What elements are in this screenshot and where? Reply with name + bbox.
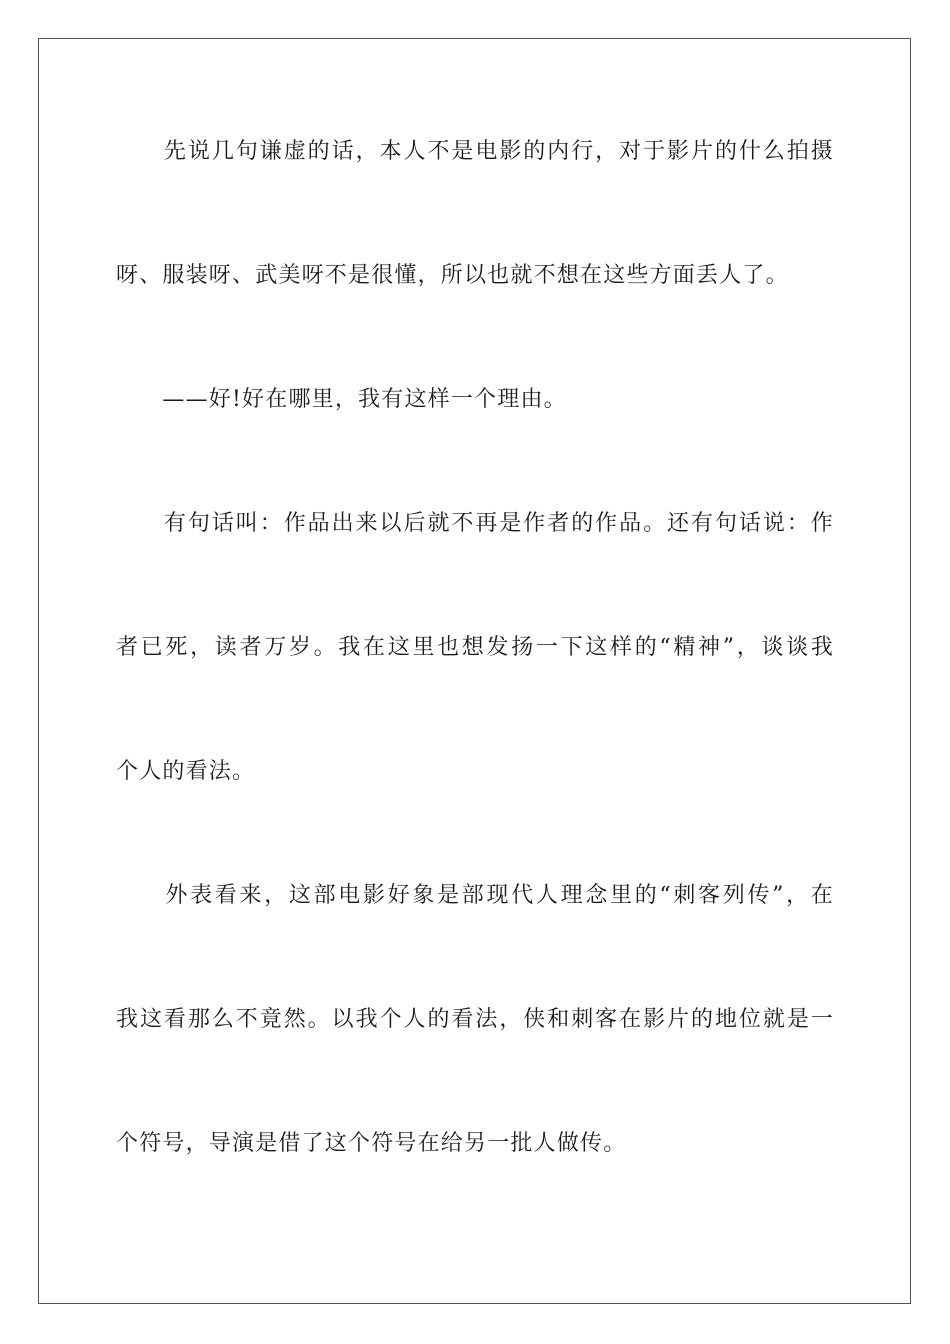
paragraph-2-line-1: ——好!好在哪里，我有这样一个理由。 <box>116 387 567 412</box>
paragraph-4-line-2: 我这看那么不竟然。以我个人的看法，侠和刺客在影片的地位就是一 <box>116 1007 834 1032</box>
paragraph-3-line-2: 者已死，读者万岁。我在这里也想发扬一下这样的“精神”，谈谈我 <box>116 635 834 660</box>
paragraph-4-line-1: 外表看来，这部电影好象是部现代人理念里的“刺客列传”，在 <box>116 883 834 908</box>
page-border <box>38 38 911 1304</box>
paragraph-3-line-1: 有句话叫：作品出来以后就不再是作者的作品。还有句话说：作 <box>116 511 834 536</box>
paragraph-1-line-1: 先说几句谦虚的话，本人不是电影的内行，对于影片的什么拍摄 <box>116 139 834 164</box>
paragraph-1-line-2: 呀、服装呀、武美呀不是很懂，所以也就不想在这些方面丢人了。 <box>116 263 789 288</box>
paragraph-3-line-3: 个人的看法。 <box>116 759 256 784</box>
paragraph-4-line-3: 个符号，导演是借了这个符号在给另一批人做传。 <box>116 1131 627 1156</box>
